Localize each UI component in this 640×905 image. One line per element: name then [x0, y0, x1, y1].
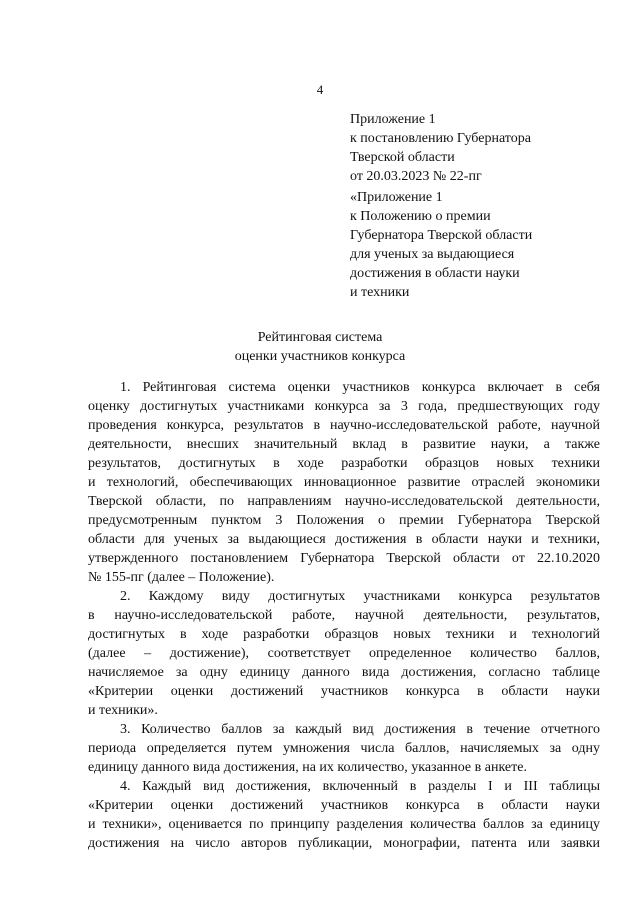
paragraph-line: проведения конкурса, результатов в научно-исследовательской работе, научной — [88, 418, 600, 433]
paragraph-line: утвержденного постановлением Губернатора Тверской области от 22.10.2020 — [88, 551, 600, 566]
paragraph-line: деятельности, внесших значительный вклад в развитие науки, а также — [88, 437, 600, 452]
appendix-regulation-line: к Положению о премии — [350, 209, 491, 224]
paragraph-line: предусмотренным пунктом 3 Положения о премии Губернатора Тверской — [88, 513, 600, 528]
appendix-regulation-line: для ученых за выдающиеся — [350, 247, 515, 262]
appendix-decree-header — [350, 110, 610, 186]
appendix-decree-line: к постановлению Губернатора — [350, 131, 531, 146]
appendix-regulation-line: Губернатора Тверской области — [350, 228, 533, 243]
title-line: Рейтинговая система — [257, 330, 383, 345]
appendix-regulation-header — [350, 188, 610, 302]
paragraph-line: «Критерии оценки достижений участников конкурса в области науки — [88, 798, 600, 813]
paragraph-line: и технологий, обеспечивающих инновационное развитие отраслей экономики — [88, 475, 600, 490]
appendix-decree-line: Приложение 1 — [350, 112, 436, 127]
paragraph-line: 1. Рейтинговая система оценки участников конкурса включает в себя — [120, 380, 600, 395]
paragraph-line: 2. Каждому виду достигнутых участниками конкурса результатов — [120, 589, 600, 604]
paragraph-4 — [88, 777, 600, 853]
body-text — [88, 378, 600, 853]
appendix-regulation-line: «Приложение 1 — [350, 190, 443, 205]
paragraph-line: достижения на число авторов публикации, монографии, патента или заявки — [88, 836, 600, 851]
paragraph-line: оценку достигнутых участниками конкурса за 3 года, предшествующих году — [88, 399, 600, 414]
paragraph-1 — [88, 378, 600, 587]
paragraph-line: и техники», оценивается по принципу разделения количества баллов за единицу — [88, 817, 600, 832]
document-title — [0, 328, 640, 366]
title-line: оценки участников конкурса — [234, 349, 406, 364]
appendix-regulation-line: достижения в области науки — [350, 266, 520, 281]
paragraph-line: № 155-пг (далее – Положение). — [88, 570, 275, 585]
paragraph-line: (далее – достижение), соответствует определенное количество баллов, — [88, 646, 600, 661]
paragraph-line: 4. Каждый вид достижения, включенный в разделы I и III таблицы — [120, 779, 600, 794]
paragraph-3 — [88, 720, 600, 777]
paragraph-line: результатов, достигнутых в ходе разработки образцов новых техники — [88, 456, 600, 471]
paragraph-line: достигнутых в ходе разработки образцов новых техники и технологий — [88, 627, 600, 642]
paragraph-line: периода определяется путем умножения числа баллов, начисляемых за одну — [88, 741, 600, 756]
paragraph-line: и техники». — [88, 703, 158, 718]
paragraph-line: 3. Количество баллов за каждый вид достижения в течение отчетного — [120, 722, 600, 737]
paragraph-2 — [88, 587, 600, 720]
paragraph-line: «Критерии оценки достижений участников конкурса в области науки — [88, 684, 600, 699]
appendix-decree-line: Тверской области — [350, 150, 455, 165]
paragraph-line: области для ученых за выдающиеся достижения в области науки и техники, — [88, 532, 600, 547]
appendix-decree-line: от 20.03.2023 № 22-пг — [350, 169, 482, 184]
paragraph-line: начисляемое за одну единицу данного вида достижения, согласно таблице — [88, 665, 600, 680]
paragraph-line: в научно-исследовательской работе, научной деятельности, результатов, — [88, 608, 600, 623]
page-number: 4 — [316, 82, 324, 97]
appendix-regulation-line: и техники — [350, 285, 410, 300]
paragraph-line: единицу данного вида достижения, на их количество, указанное в анкете. — [88, 760, 527, 775]
paragraph-line: Тверской области, по направлениям научно-исследовательской деятельности, — [88, 494, 600, 509]
